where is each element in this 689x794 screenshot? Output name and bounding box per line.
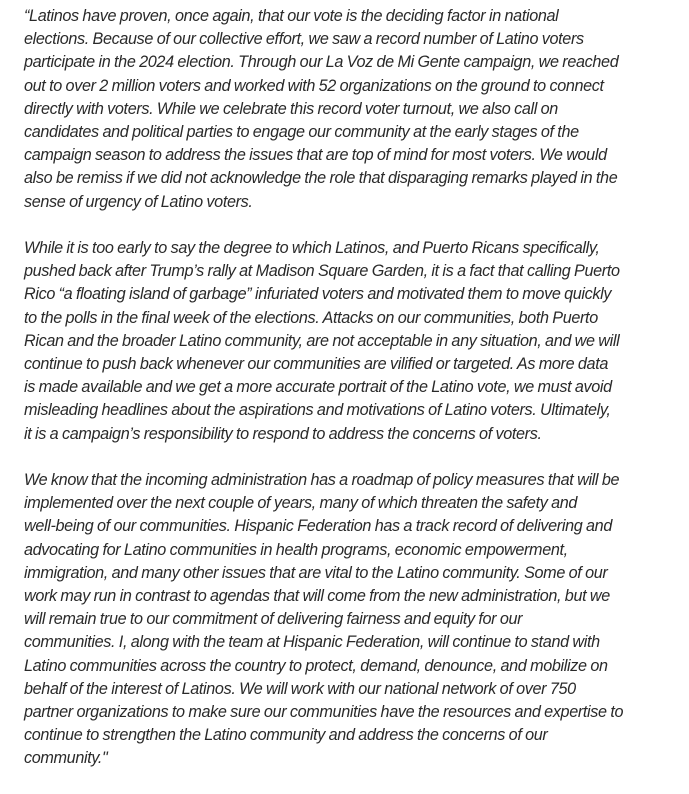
- text-line: to the polls in the final week of the elections. Attacks on our communities, both Puerto: [24, 308, 598, 327]
- text-line: work may run in contrast to agendas that will come from the new administration, but we: [24, 587, 610, 606]
- text-line: Rican and the broader Latino community, are not acceptable in any situation, and we will: [24, 331, 620, 350]
- text-line: pushed back after Trump’s rally at Madison Square Garden, it is a fact that calling Puerto: [24, 262, 620, 281]
- text-line: immigration, and many other issues that are vital to the Latino community. Some of our: [24, 563, 608, 582]
- text-line: We know that the incoming administration has a roadmap of policy measures that will be: [24, 471, 620, 490]
- text-line: will remain true to our commitment of delivering fairness and equity for our: [24, 610, 523, 629]
- text-line: also be remiss if we did not acknowledge the role that disparaging remarks played in the: [24, 169, 618, 188]
- text-line: directly with voters. While we celebrate this record voter turnout, we also call on: [24, 99, 558, 118]
- text-line: elections. Because of our collective effort, we saw a record number of Latino voters: [24, 30, 584, 49]
- text-line: partner organizations to make sure our communities have the resources and expertise to: [24, 703, 624, 722]
- text-line: “Latinos have proven, once again, that our vote is the deciding factor in national: [24, 7, 559, 25]
- text-line: campaign season to address the issues that are top of mind for most voters. We would: [24, 146, 607, 165]
- paragraph-3: [24, 469, 684, 771]
- text-line: well-being of our communities. Hispanic Federation has a track record of delivering and: [24, 517, 612, 536]
- text-line: continue to push back whenever our communities are vilified or targeted. As more data: [24, 355, 608, 374]
- text-line: Rico “a floating island of garbage” infuriated voters and motivated them to move quickly: [24, 285, 612, 304]
- text-line: participate in the 2024 election. Through our La Voz de Mi Gente campaign, we reached: [24, 53, 619, 72]
- text-line: community.": [24, 749, 108, 768]
- text-line: behalf of the interest of Latinos. We will work with our national network of over 750: [24, 679, 576, 698]
- text-line: sense of urgency of Latino voters.: [24, 192, 253, 211]
- text-line: candidates and political parties to engage our community at the early stages of the: [24, 123, 579, 142]
- paragraph-1: [24, 5, 684, 214]
- text-line: is made available and we get a more accurate portrait of the Latino vote, we must avoid: [24, 378, 612, 397]
- text-line: implemented over the next couple of years, many of which threaten the safety and: [24, 494, 578, 513]
- text-line: advocating for Latino communities in health programs, economic empowerment,: [24, 540, 568, 559]
- text-line: misleading headlines about the aspirations and motivations of Latino voters. Ultimately,: [24, 401, 611, 420]
- text-line: Latino communities across the country to protect, demand, denounce, and mobilize on: [24, 656, 608, 675]
- text-line: continue to strengthen the Latino community and address the concerns of our: [24, 726, 548, 745]
- text-line: communities. I, along with the team at Hispanic Federation, will continue to stand with: [24, 633, 600, 652]
- text-line: While it is too early to say the degree to which Latinos, and Puerto Ricans specifically,: [24, 239, 600, 258]
- text-line: it is a campaign’s responsibility to respond to address the concerns of voters.: [24, 424, 542, 443]
- text-line: out to over 2 million voters and worked with 52 organizations on the ground to connect: [24, 76, 604, 95]
- statement-document: [24, 5, 684, 794]
- paragraph-2: [24, 237, 684, 446]
